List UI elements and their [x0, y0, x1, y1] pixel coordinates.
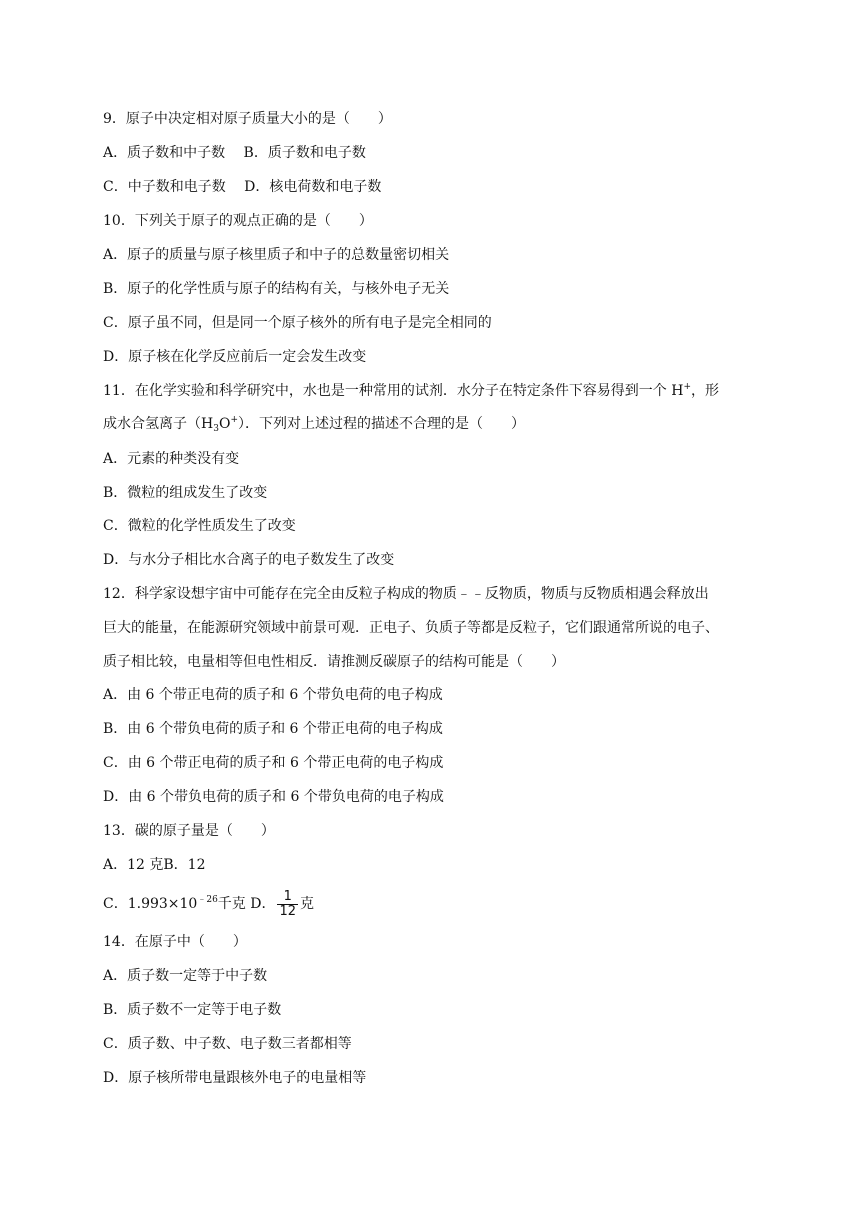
question-14-option-d: D．原子核所带电量跟核外电子的电量相等 [103, 1070, 367, 1086]
question-11-stem-line-1 [103, 381, 719, 401]
text-run: C．1.993×10 [103, 896, 198, 912]
question-10-option-b: B．原子的化学性质与原子的结构有关，与核外电子无关 [103, 281, 450, 297]
question-12-stem-line-3: 质子相比较，电量相等但电性相反．请推测反碳原子的结构可能是（ ） [103, 654, 565, 670]
question-11-stem-line-2 [103, 414, 525, 434]
question-14-stem: 14．在原子中（ ） [103, 934, 247, 950]
question-14-option-a: A．质子数一定等于中子数 [103, 968, 268, 984]
text-run: ，形 [691, 383, 720, 399]
question-9-stem: 9．原子中决定相对原子质量大小的是（ ） [103, 111, 392, 127]
question-11-option-a: A．元素的种类没有变 [103, 451, 240, 467]
text-run: 克 [300, 896, 315, 912]
text-run: O [218, 416, 231, 432]
question-11-option-d: D．与水分子相比水合离子的电子数发生了改变 [103, 552, 395, 568]
question-13-stem: 13．碳的原子量是（ ） [103, 823, 275, 839]
question-12-option-d: D．由 6 个带负电荷的质子和 6 个带负电荷的电子构成 [103, 789, 444, 805]
question-12-option-b: B．由 6 个带负电荷的质子和 6 个带正电荷的电子构成 [103, 721, 443, 737]
subscript: 3 [213, 424, 219, 434]
question-11-option-b: B．微粒的组成发生了改变 [103, 485, 268, 501]
question-12-stem-line-2: 巨大的能量，在能源研究领域中前景可观．正电子、负质子等都是反粒子，它们跟通常所说的电子、 [103, 620, 719, 636]
superscript: + [683, 382, 692, 392]
question-10-option-a: A．原子的质量与原子核里质子和中子的总数量密切相关 [103, 247, 450, 263]
question-14-option-c: C．质子数、中子数、电子数三者都相等 [103, 1036, 352, 1052]
text-run: ）．下列对上述过程的描述不合理的是（ ） [237, 416, 525, 432]
question-13-options-ab: A．12 克B．12 [103, 857, 206, 873]
question-11-option-c: C．微粒的化学性质发生了改变 [103, 518, 296, 534]
question-12-option-a: A．由 6 个带正电荷的质子和 6 个带负电荷的电子构成 [103, 687, 443, 703]
question-10-option-d: D．原子核在化学反应前后一定会发生改变 [103, 349, 367, 365]
question-9-options-cd: C．中子数和电子数 D．核电荷数和电子数 [103, 179, 382, 195]
text-run: 11．在化学实验和科学研究中，水也是一种常用的试剂．水分子在特定条件下容易得到一个 H [103, 383, 684, 399]
question-10-option-c: C．原子虽不同，但是同一个原子核外的所有电子是完全相同的 [103, 315, 492, 331]
question-12-stem-line-1: 12．科学家设想宇宙中可能存在完全由反粒子构成的物质﹣﹣反物质，物质与反物质相遇会释放出 [103, 586, 709, 602]
question-9-options-ab: A．质子数和中子数 B．质子数和电子数 [103, 145, 366, 161]
superscript: ﹣26 [197, 895, 218, 905]
fraction [277, 890, 298, 919]
question-14-option-b: B．质子数不一定等于电子数 [103, 1002, 282, 1018]
question-10-stem: 10．下列关于原子的观点正确的是（ ） [103, 213, 373, 229]
fraction-denominator: 12 [279, 903, 297, 919]
question-13-options-cd [103, 887, 314, 921]
text-run: 成水合氢离子（H [103, 416, 214, 432]
fraction-numerator: 1 [277, 890, 298, 905]
question-12-option-c: C．由 6 个带正电荷的质子和 6 个带正电荷的电子构成 [103, 755, 444, 771]
text-run: 千克 D． [217, 896, 276, 912]
superscript: + [230, 415, 238, 425]
